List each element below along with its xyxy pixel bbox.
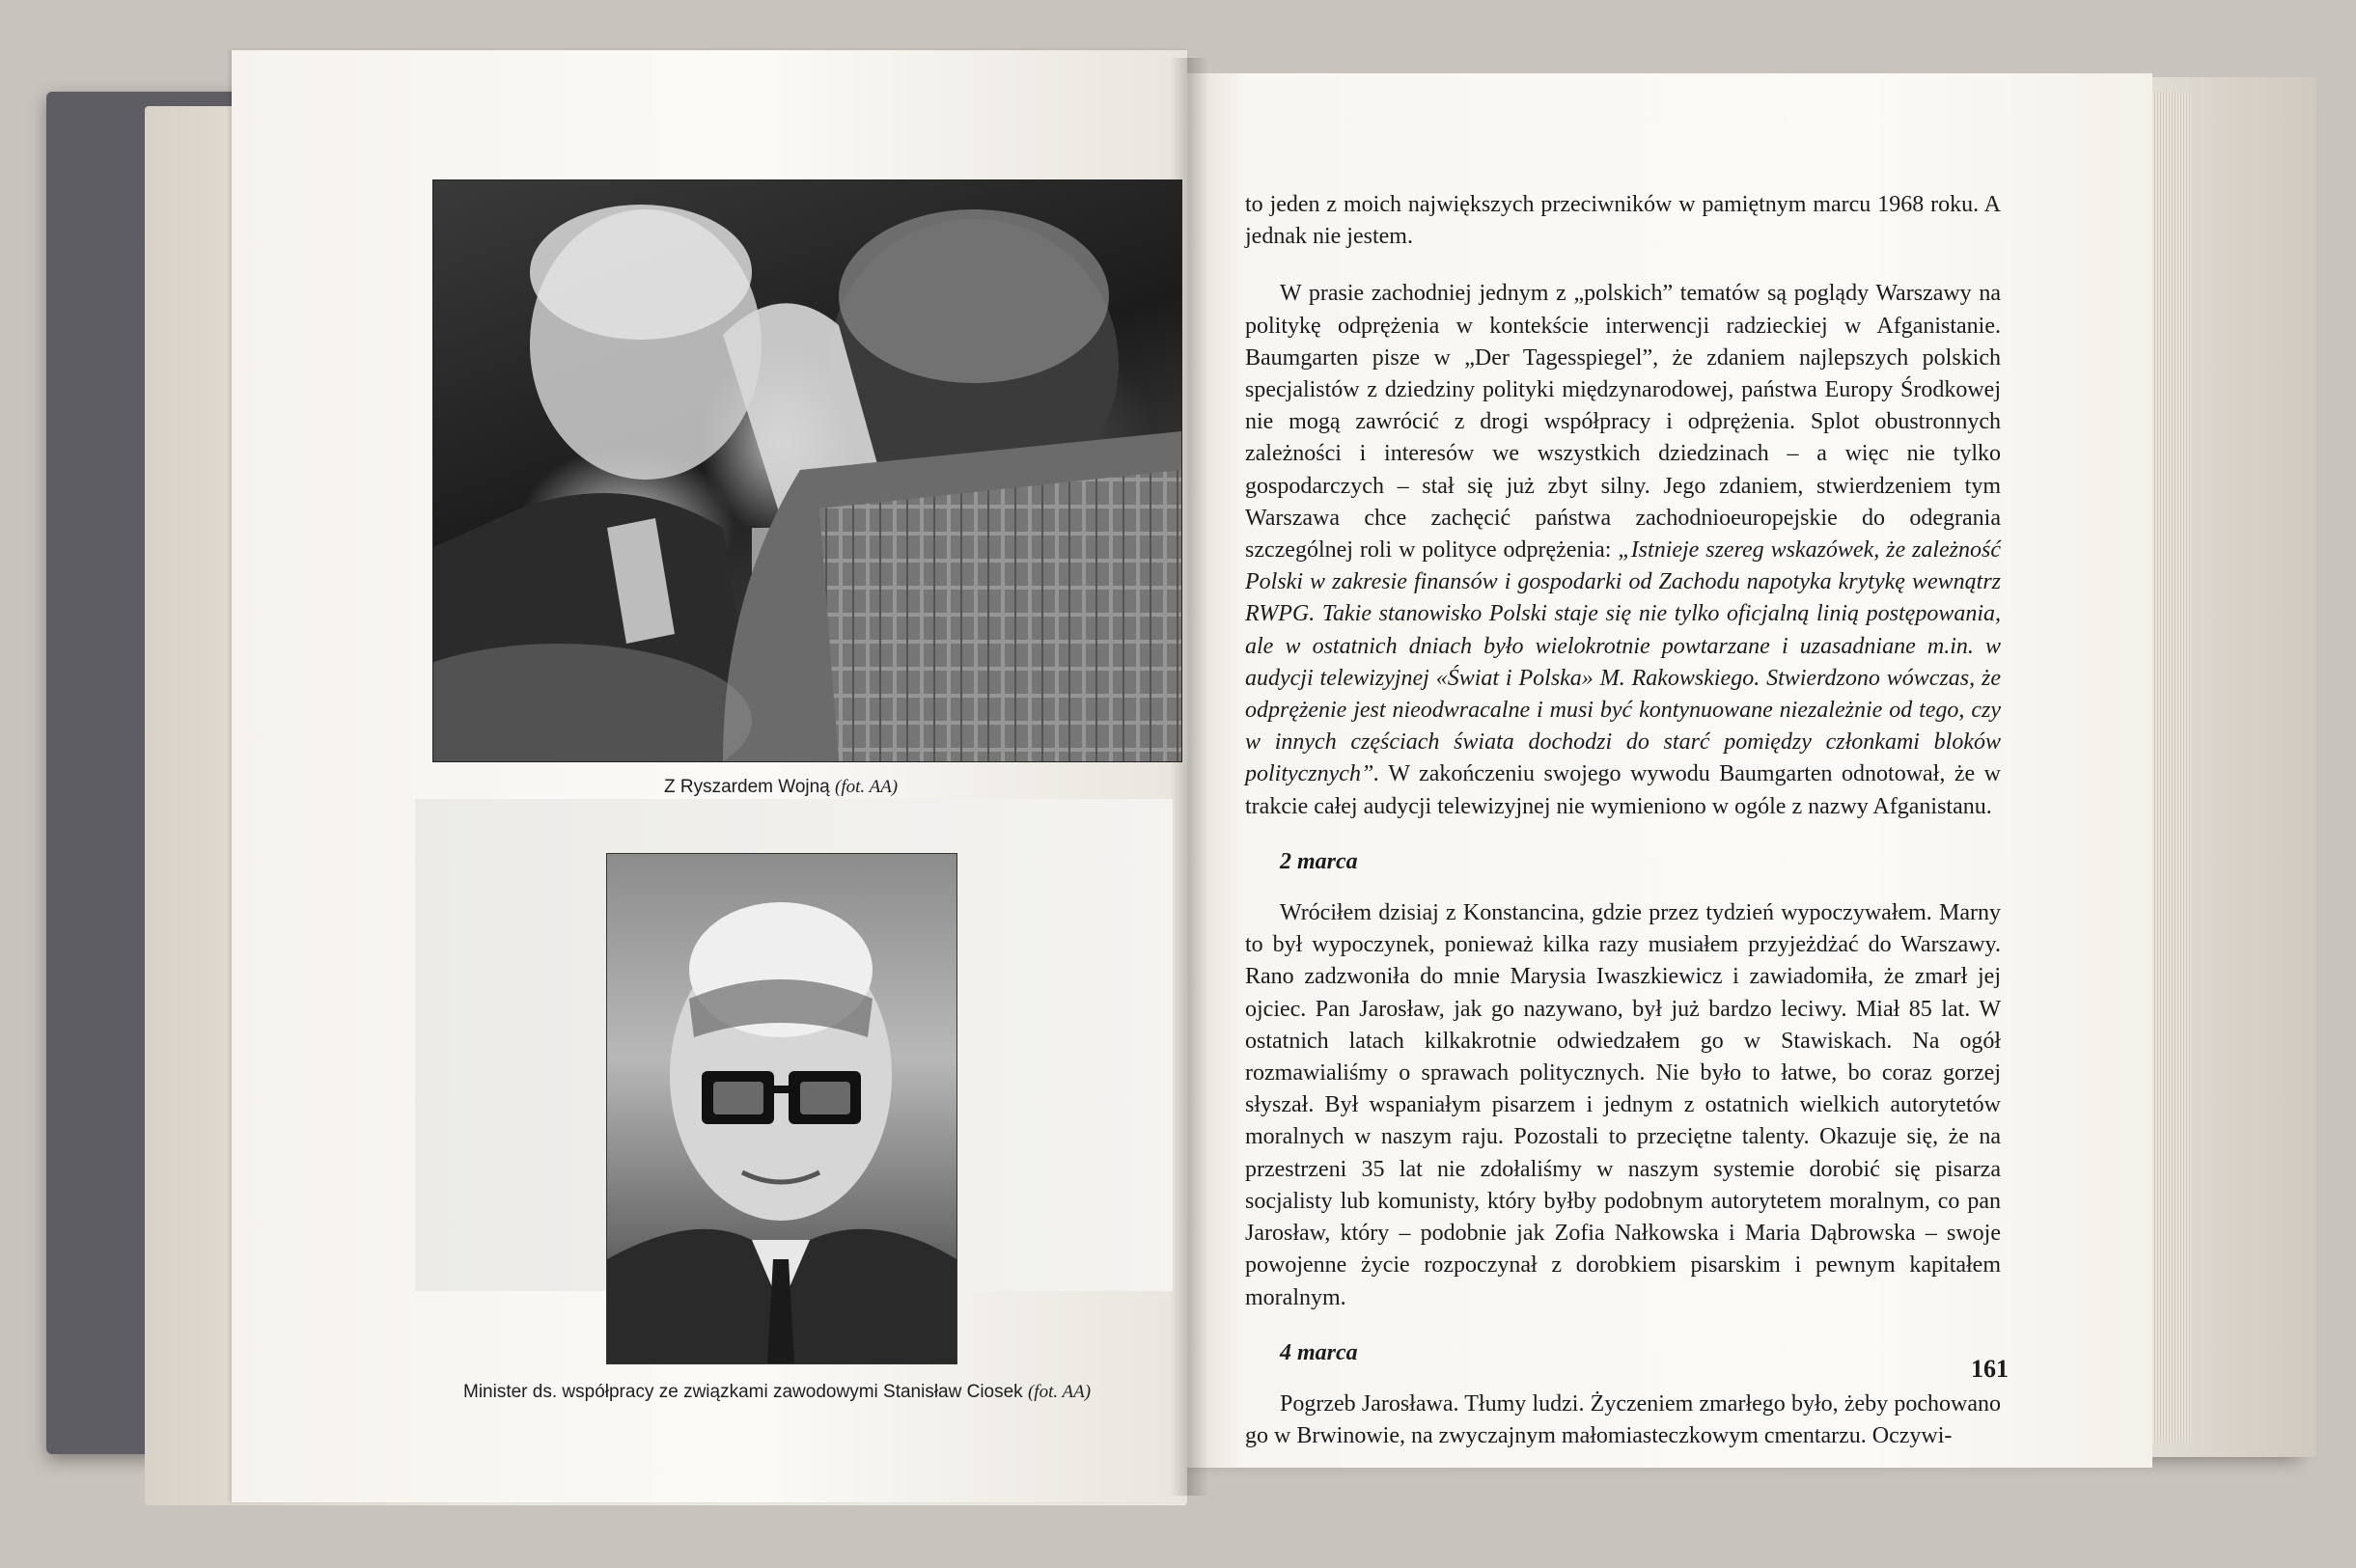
- photo1-caption-credit: (fot. AA): [835, 777, 899, 797]
- photo2-caption: [463, 1382, 1091, 1403]
- photo1-caption: [664, 777, 898, 798]
- photo-portrait: [606, 853, 957, 1364]
- paragraph: Wróciłem dzisiaj z Konstancina, gdzie przez tydzień wypoczywałem. Marny to był wypoczynek, ponieważ kilka razy musiałem przyjeżdżać do Warszawy. Rano zadzwoniła do mnie Marysia Iwaszkiewicz i zawiadomiła, że zmarł jej ojciec. Pan Jarosław, jak go nazywano, był już bardzo leciwy. Miał 85 lat. W ostatnich latach kilkakrotnie odwiedzałem go w Stawiskach. Na ogół rozmawialiśmy o sprawach politycznych. Nie było to łatwe, bo coraz gorzej słyszał. Był wspaniałym pisarzem i jednym z ostatnich wielkich autorytetów moralnych w naszym raju. Pozostali to przeciętne talenty. Okazuje się, że na przestrzeni 35 lat nie zdołaliśmy w naszym systemie dorobić się pisarza socjalisty lub komunisty, który byłby podobnym autorytetem moralnym, co pan Jarosław, który – podobnie jak Zofia Nałkowska i Maria Dąbrowska – swoje powojenne życie rozpoczynał z dorobkiem pisarskim i pewnym kapitałem moralnym.: [1245, 900, 2001, 1310]
- page-number: 161: [1971, 1355, 2009, 1383]
- photo1-caption-text: Z Ryszardem Wojną: [664, 777, 830, 797]
- paragraph: Pogrzeb Jarosława. Tłumy ludzi. Życzeniem zmarłego było, żeby pochowano go w Brwinowie, na zwyczajnym małomiasteczkowym cmentarzu. Oczywi-: [1245, 1390, 2001, 1449]
- photo2-caption-credit: (fot. AA): [1027, 1382, 1092, 1402]
- paragraph-text: W zakończeniu swojego wywodu Baumgarten odnotował, że w trakcie całej audycji telewizyjnej nie wymieniono w ogóle z nazwy Afganistanu.: [1245, 761, 2001, 819]
- date-heading: 2 marca: [1280, 848, 1358, 874]
- right-page-text: [1245, 189, 2001, 1452]
- photo2-caption-text: Minister ds. współpracy ze związkami zawodowymi Stanisław Ciosek: [463, 1382, 1023, 1402]
- paragraph-text: W prasie zachodniej jednym z „polskich” tematów są poglądy Warszawy na politykę odprężenia w kontekście interwencji radzieckiej w Afganistanie. Baumgarten pisze w „Der Tagesspiegel”, że zdaniem najlepszych polskich specjalistów z dziedziny polityki międzynarodowej, państwa Europy Środkowej nie mogą zawrócić z drogi współpracy i odprężenia. Splot obustronnych zależności i interesów we wszystkich dziedzinach – a więc nie tylko gospodarczych – stał się już zbyt silny. Jego zdaniem, stwierdzeniem tym Warszawa chce zachęcić państwa zachodnioeuropejskie do odegrania szczególnej roli w polityce odprężenia:: [1245, 281, 2001, 564]
- page-edges: [2152, 92, 2191, 1443]
- quote-text: „Istnieje szereg wskazówek, że zależność Polski w zakresie finansów i gospodarki od Zachodu napotyka krytykę wewnątrz RWPG. Takie stanowisko Polski staje się nie tylko oficjalną linią postępowania, ale w ostatnich dniach było wielokrotnie powtarzane i uzasadniane m.in. w audycji telewizyjnej «Świat i Polska» M. Rakowskiego. Stwierdzono wówczas, że odprężenie jest nieodwracalne i musi być kontynuowane niezależnie od tego, czy w innych częściach świata dochodzi do starć pomiędzy członkami bloków politycznych”.: [1245, 537, 2001, 787]
- date-heading: 4 marca: [1280, 1339, 1358, 1365]
- paragraph: to jeden z moich największych przeciwników w pamiętnym marcu 1968 roku. A jednak nie jestem.: [1245, 192, 2001, 250]
- paragraph: [1245, 278, 2001, 822]
- photo-two-men: [432, 179, 1182, 762]
